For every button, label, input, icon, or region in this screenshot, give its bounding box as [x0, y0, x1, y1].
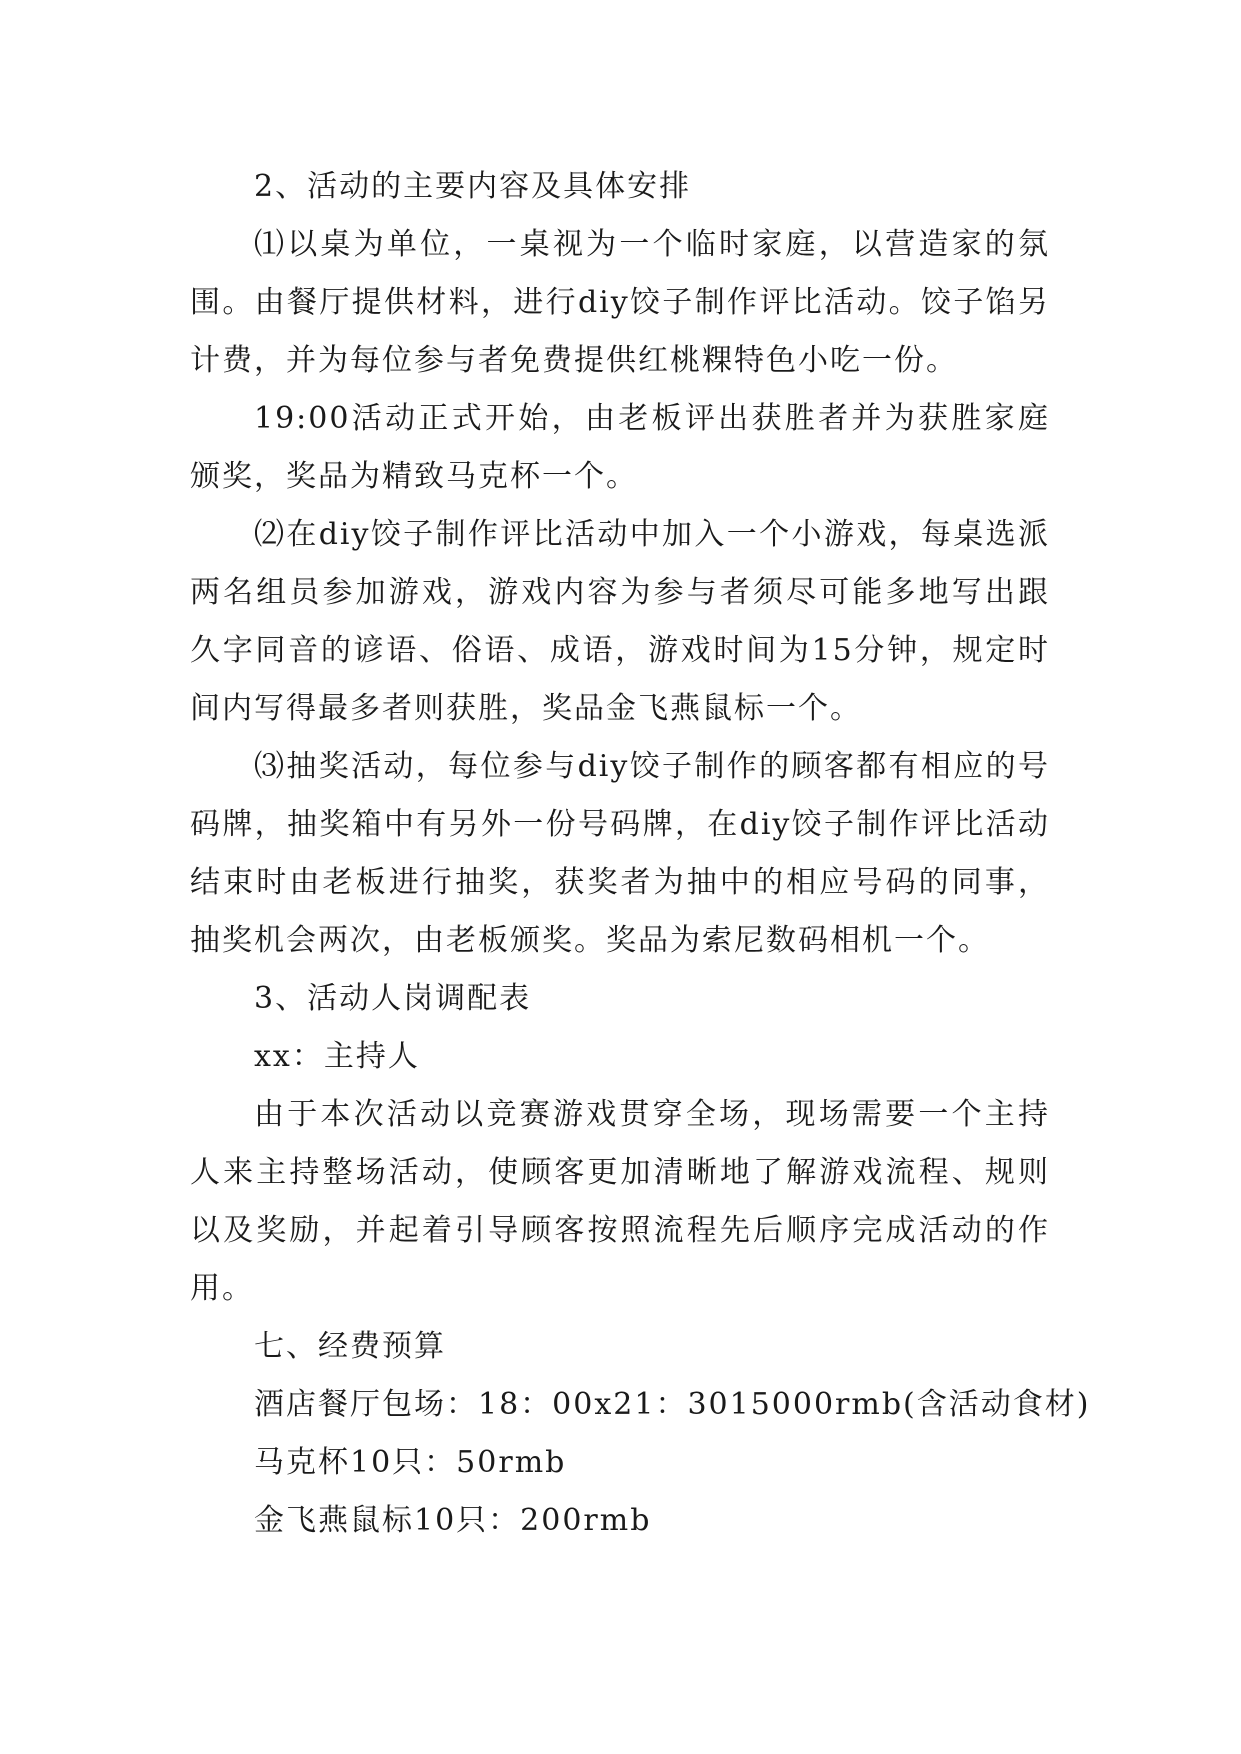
paragraph-item-1: ⑴以桌为单位，一桌视为一个临时家庭，以营造家的氛围。由餐厅提供材料，进行diy饺子制作评比活动。饺子馅另计费，并为每位参与者免费提供红桃粿特色小吃一份。: [190, 227, 1050, 378]
budget-line-venue: 酒店餐厅包场：18：00x21：3015000rmb(含活动食材): [254, 1387, 1091, 1422]
section-2-heading: 2、活动的主要内容及具体安排: [254, 169, 692, 204]
budget-line-mice: 金飞燕鼠标10只：200rmb: [254, 1503, 652, 1538]
host-line: xx：主持人: [254, 1039, 420, 1074]
budget-line-mugs: 马克杯10只：50rmb: [254, 1445, 567, 1480]
document-body: [190, 158, 1091, 1550]
paragraph-item-3: ⑶抽奖活动，每位参与diy饺子制作的顾客都有相应的号码牌，抽奖箱中有另外一份号码牌，在diy饺子制作评比活动结束时由老板进行抽奖，获奖者为抽中的相应号码的同事，抽奖机会两次，由老板颁奖。奖品为索尼数码相机一个。: [190, 749, 1050, 958]
section-7-heading: 七、经费预算: [254, 1329, 446, 1364]
section-3-heading: 3、活动人岗调配表: [254, 981, 532, 1016]
paragraph-host-description: 由于本次活动以竞赛游戏贯穿全场，现场需要一个主持人来主持整场活动，使顾客更加清晰地了解游戏流程、规则以及奖励，并起着引导顾客按照流程先后顺序完成活动的作用。: [190, 1097, 1050, 1306]
paragraph-time-note: 19:00活动正式开始，由老板评出获胜者并为获胜家庭颁奖，奖品为精致马克杯一个。: [190, 401, 1050, 494]
paragraph-item-2: ⑵在diy饺子制作评比活动中加入一个小游戏，每桌选派两名组员参加游戏，游戏内容为参与者须尽可能多地写出跟久字同音的谚语、俗语、成语，游戏时间为15分钟，规定时间内写得最多者则获胜，奖品金飞燕鼠标一个。: [190, 517, 1050, 726]
